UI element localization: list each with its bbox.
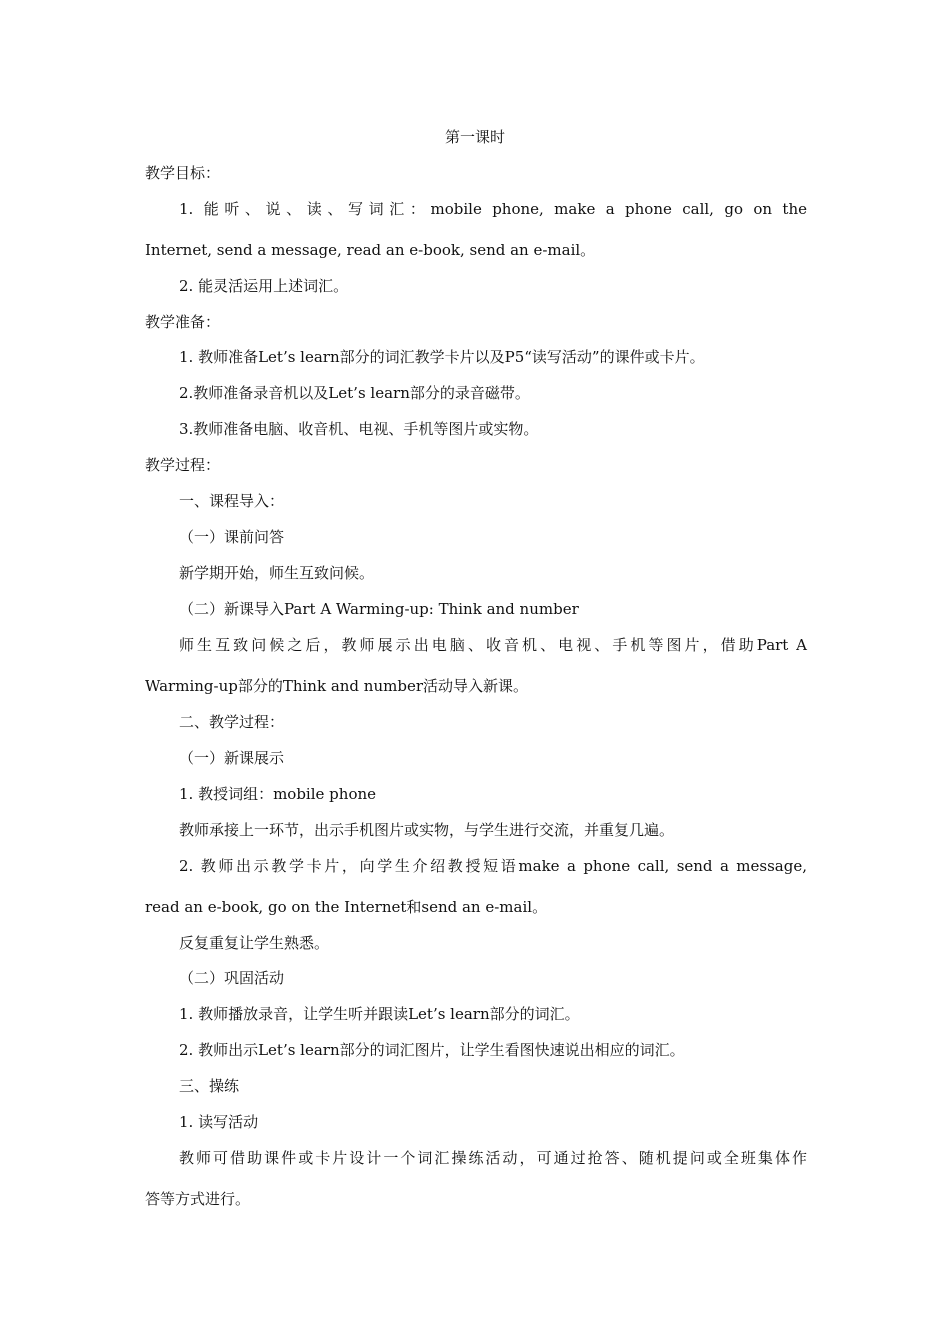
subheading: 一、课程导入： — [179, 492, 285, 510]
paragraph-line: 1. 能听、说、读、写词汇：mobile phone, make a phone call, go on the — [179, 200, 807, 218]
paragraph-line: 1. 教授词组：mobile phone — [179, 785, 377, 803]
paragraph-line: 师生互致问候之后，教师展示出电脑、收音机、电视、手机等图片，借助Part A — [179, 636, 807, 654]
paragraph-line: 2.教师准备录音机以及Let’s learn部分的录音磁带。 — [179, 384, 530, 402]
section-heading-process: 教学过程： — [145, 456, 221, 474]
subheading: 二、教学过程： — [179, 713, 285, 731]
section-heading-preparation: 教学准备： — [145, 313, 221, 331]
paragraph-line: read an e-book, go on the Internet和send an e-mail。 — [145, 898, 548, 916]
paragraph-line: 教师可借助课件或卡片设计一个词汇操练活动，可通过抢答、随机提问或全班集体作 — [179, 1149, 807, 1167]
subheading: 1. 读写活动 — [179, 1113, 259, 1131]
subheading: （一）新课展示 — [179, 749, 285, 767]
paragraph-line: 3.教师准备电脑、收音机、电视、手机等图片或实物。 — [179, 420, 539, 438]
paragraph-line: 新学期开始，师生互致问候。 — [179, 564, 375, 582]
subheading: 三、操练 — [179, 1077, 240, 1095]
section-heading-objectives: 教学目标： — [145, 164, 221, 182]
paragraph-line: 2. 教师出示Let’s learn部分的词汇图片，让学生看图快速说出相应的词汇。 — [179, 1041, 685, 1059]
paragraph-line: 1. 教师准备Let’s learn部分的词汇教学卡片以及P5“读写活动”的课件或卡片。 — [179, 348, 705, 366]
subheading: （一）课前问答 — [179, 528, 285, 546]
paragraph-line: 2. 教师出示教学卡片，向学生介绍教授短语make a phone call, send a message, — [179, 857, 807, 875]
paragraph-line: Warming-up部分的Think and number活动导入新课。 — [145, 677, 528, 695]
paragraph-line: 教师承接上一环节，出示手机图片或实物，与学生进行交流，并重复几遍。 — [179, 821, 675, 839]
paragraph-line: 答等方式进行。 — [145, 1190, 251, 1208]
page-title: 第一课时 — [444, 128, 505, 146]
subheading: （二）巩固活动 — [179, 969, 285, 987]
paragraph-line: Internet, send a message, read an e-book, send an e-mail。 — [145, 241, 596, 259]
paragraph-line: 2. 能灵活运用上述词汇。 — [179, 277, 349, 295]
paragraph-line: 1. 教师播放录音，让学生听并跟读Let’s learn部分的词汇。 — [179, 1005, 580, 1023]
paragraph-line: 反复重复让学生熟悉。 — [179, 934, 330, 952]
subheading: （二）新课导入Part A Warming-up: Think and number — [179, 600, 579, 618]
